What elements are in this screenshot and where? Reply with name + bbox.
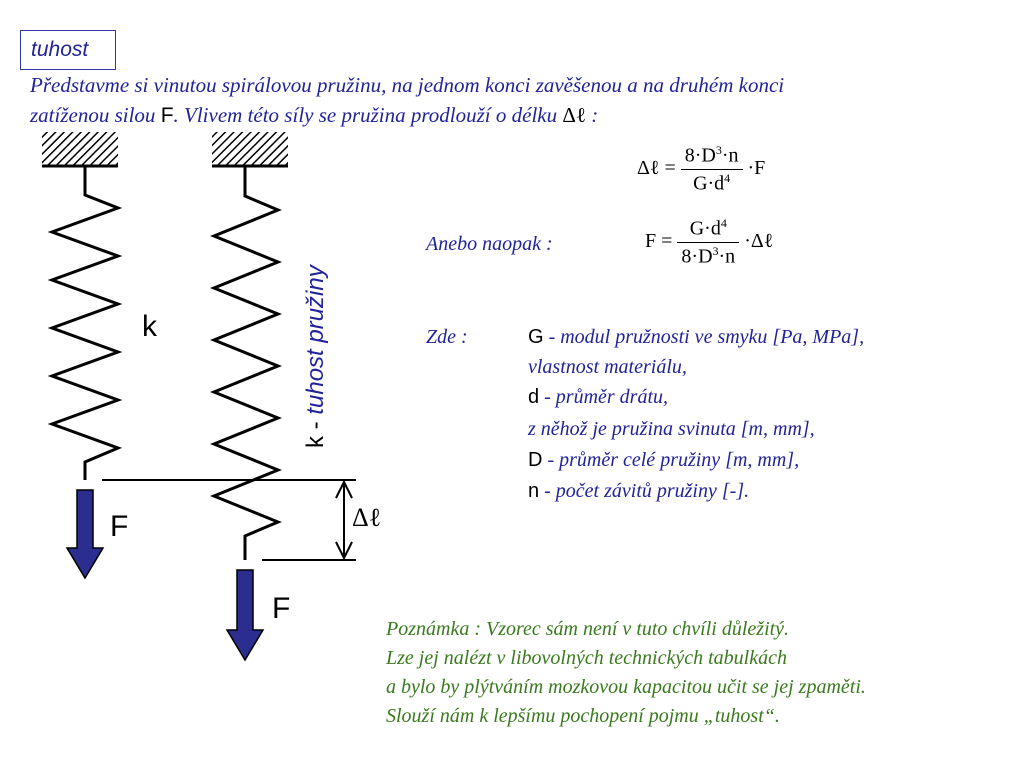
- formula2-den-exp: 3: [712, 243, 719, 258]
- formula2-num: G·d: [689, 217, 721, 240]
- spring-stiffness-label: [302, 265, 330, 448]
- stiffness-text: tuhost pružiny: [302, 265, 329, 415]
- force-arrow-right: [227, 570, 263, 660]
- formula1-num: 8·D: [684, 144, 716, 167]
- page-title: tuhost: [31, 38, 89, 61]
- formula2-rhs: ·Δℓ: [744, 229, 774, 252]
- note-line-2: Lze jej nalézt v libovolných technických tabulkách: [386, 647, 787, 669]
- force-arrow-left: [67, 490, 103, 578]
- intro-text-a: zatíženou silou: [30, 103, 161, 127]
- formula2-prefix: Anebo naopak :: [426, 233, 553, 255]
- formula-elongation: [637, 143, 765, 195]
- elongation-symbol: Δℓ: [562, 103, 586, 127]
- formula-force: [645, 216, 773, 268]
- formula2-lhs: F =: [645, 229, 673, 252]
- definition-D-symbol: D: [528, 449, 543, 471]
- intro-text-c: :: [585, 103, 599, 127]
- definition-d: [528, 386, 668, 409]
- definition-n: [528, 480, 749, 503]
- formula2-den: 8·D: [681, 245, 713, 268]
- intro-line-1: Představme si vinutou spirálovou pružinu, na jednom konci zavěšenou a na druhém konci: [30, 73, 785, 97]
- force-symbol: F: [160, 104, 174, 127]
- definition-d-text: - průměr drátu,: [539, 386, 669, 408]
- definition-D-text: - průměr celé pružiny [m, mm],: [542, 449, 800, 471]
- formula2-den-rest: ·n: [718, 245, 736, 268]
- left-support: [42, 132, 118, 165]
- definition-D: [528, 449, 799, 472]
- force-label-right: F: [272, 592, 291, 625]
- elongation-label: Δℓ: [352, 503, 382, 532]
- note-line-4: Slouží nám k lepšímu pochopení pojmu „tuhost“.: [386, 705, 780, 727]
- definition-n-text: - počet závitů pružiny [-].: [539, 480, 750, 502]
- formula1-rhs: ·F: [747, 156, 766, 179]
- formula2-fraction: [677, 216, 739, 268]
- formula1-fraction: [681, 143, 743, 195]
- force-label-left: F: [110, 510, 129, 543]
- note-line-3: a bylo by plýtváním mozkovou kapacitou učit se jej zpaměti.: [386, 676, 866, 698]
- definition-G-text: - modul pružnosti ve smyku [Pa, MPa],: [543, 326, 865, 348]
- formula1-num-exp: 3: [715, 143, 722, 157]
- formula1-den: G·d: [693, 172, 725, 195]
- definition-d-text2: z něhož je pružina svinuta [m, mm],: [528, 418, 815, 440]
- note-line-1: Poznámka : Vzorec sám není v tuto chvíli důležitý.: [386, 618, 790, 640]
- spring-constant-label: k: [142, 310, 157, 343]
- formula1-num-rest: ·n: [721, 144, 739, 167]
- definition-G: [528, 326, 864, 349]
- right-support: [212, 132, 288, 165]
- stiffness-k: k -: [302, 414, 329, 448]
- definition-G-symbol: G: [528, 326, 544, 348]
- formula2-num-exp: 4: [720, 216, 727, 230]
- intro-text-b: . Vlivem této síly se pružina prodlouží o délku: [173, 103, 563, 127]
- note-block: [386, 615, 866, 731]
- definition-G-text2: vlastnost materiálu,: [528, 356, 687, 378]
- definitions-prefix: Zde :: [426, 326, 468, 348]
- definition-d-symbol: d: [528, 386, 540, 408]
- left-spring: [52, 166, 118, 480]
- right-spring: [214, 166, 278, 560]
- formula1-den-exp: 4: [724, 170, 731, 185]
- formula1-lhs: Δℓ =: [637, 156, 676, 179]
- definition-n-symbol: n: [528, 480, 540, 502]
